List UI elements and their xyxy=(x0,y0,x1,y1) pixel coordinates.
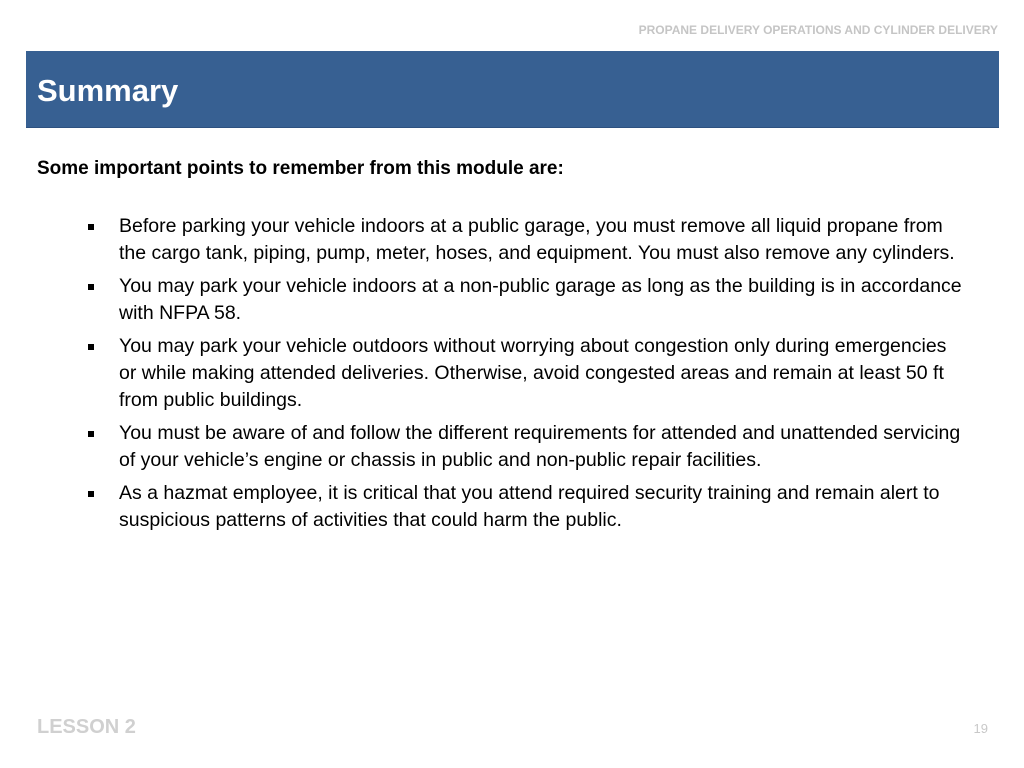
bullet-text: You may park your vehicle outdoors without worrying about congestion only during emergencies or while making attended deliveries. Otherwise, avoid congested areas and remain at least 50 ft from public buildings. xyxy=(119,335,947,411)
page-number: 19 xyxy=(973,721,988,736)
square-bullet-icon xyxy=(88,431,94,437)
bullet-text: You may park your vehicle indoors at a non-public garage as long as the building is in accordance with NFPA 58. xyxy=(119,275,962,324)
square-bullet-icon xyxy=(88,284,94,290)
bullet-text: As a hazmat employee, it is critical that you attend required security training and remain alert to suspicious patterns of activities that could harm the public. xyxy=(119,482,940,531)
lesson-label: LESSON 2 xyxy=(37,716,136,738)
square-bullet-icon xyxy=(88,491,94,497)
square-bullet-icon xyxy=(88,224,94,230)
bullet-list xyxy=(0,213,1024,540)
bullet-item xyxy=(119,333,964,414)
bullet-text: You must be aware of and follow the different requirements for attended and unattended servicing of your vehicle’s engine or chassis in public and non-public repair facilities. xyxy=(119,422,961,471)
course-title: PROPANE DELIVERY OPERATIONS AND CYLINDER DELIVERY xyxy=(638,23,998,37)
bullet-item xyxy=(119,273,964,327)
title-bar xyxy=(26,51,999,128)
bullet-text: Before parking your vehicle indoors at a public garage, you must remove all liquid propane from the cargo tank, piping, pump, meter, hoses, and equipment. You must also remove any cylinders. xyxy=(119,215,955,264)
bullet-item xyxy=(119,420,964,474)
square-bullet-icon xyxy=(88,344,94,350)
intro-text: Some important points to remember from this module are: xyxy=(37,158,564,179)
bullet-item xyxy=(119,480,964,534)
bullet-item xyxy=(119,213,964,267)
slide-title: Summary xyxy=(37,73,179,108)
